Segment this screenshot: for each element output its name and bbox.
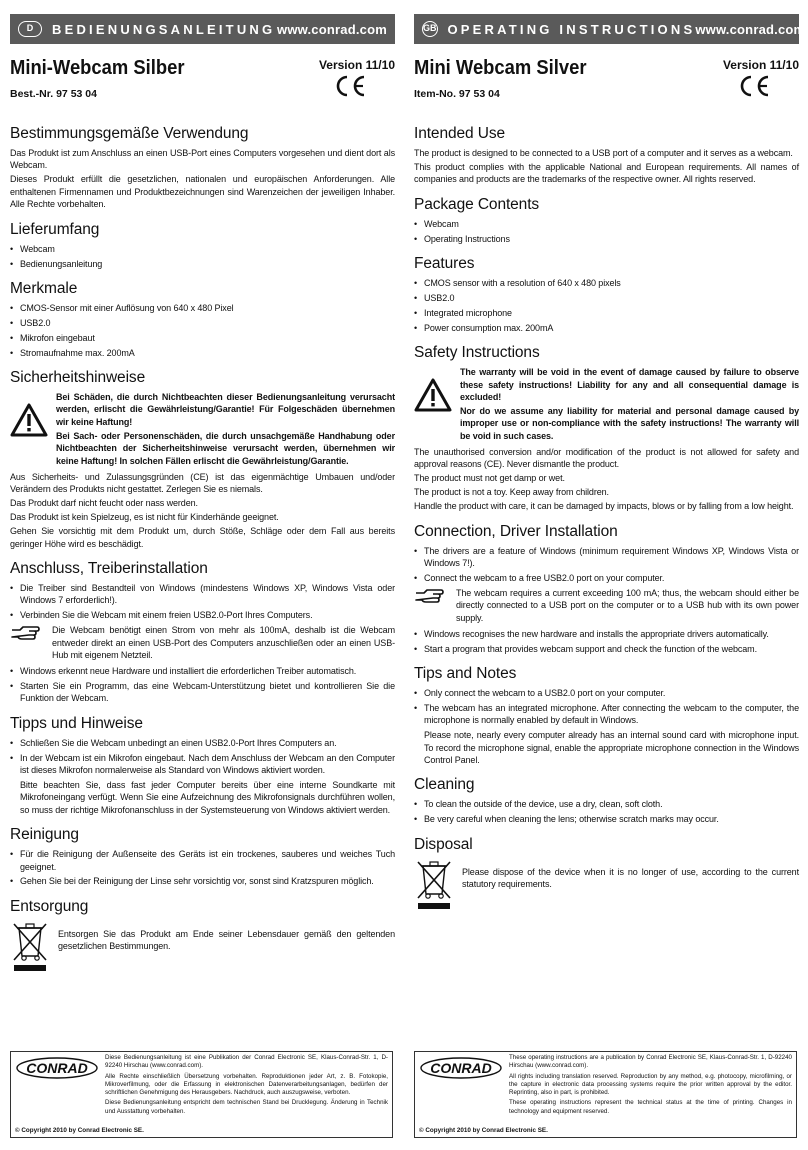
safety-section xyxy=(414,344,799,512)
paragraph: This product complies with the applicable National and European requirements. All names of companies and products are the trademarks of the respective owner. All rights reserved. xyxy=(414,162,799,185)
conrad-logo xyxy=(419,1056,503,1080)
section-heading: Package Contents xyxy=(414,195,540,213)
section-heading: Merkmale xyxy=(10,279,78,297)
header xyxy=(10,57,395,125)
footer-imprint xyxy=(414,1051,797,1138)
list-item: • Die Treiber sind Bestandteil von Windows (mindestens Windows XP, Windows Vista oder Windows 7 erforderlich!). xyxy=(10,582,395,607)
list-item: • The webcam has an integrated microphone. After connecting the webcam to the computer, the microphone is normally enabled by default in Windows. xyxy=(414,702,799,727)
list-item: • Connect the webcam to a free USB2.0 port on your computer. xyxy=(414,572,799,584)
paragraph: Das Produkt ist zum Anschluss an einen USB-Port eines Computers vorgesehen und dient dort als Webcam. xyxy=(10,148,395,171)
tips-section xyxy=(10,715,395,816)
imprint-text: Alle Rechte einschließlich Übersetzung vorbehalten. Reproduktionen jeder Art, z. B. Fotokopie, Mikroverfilmung, oder die Erfassung in elektronischen Datenverarbeitungsanlagen, bedürfen der schriftlichen Genehmigung des Herausgebers. Nachdruck, auch auszugsweise, verboten. xyxy=(105,1072,388,1097)
cleaning-section xyxy=(10,826,395,888)
list-item: • In der Webcam ist ein Mikrofon eingebaut. Nach dem Anschluss der Webcam an den Computer ist dieses Mikrofon normalerweise als Standard von Windows aktiviert worden. xyxy=(10,752,395,777)
pointing-hand-icon xyxy=(10,624,40,642)
disposal-block xyxy=(414,858,799,910)
list-item: • Verbinden Sie die Webcam mit einem freien USB2.0-Port Ihres Computers. xyxy=(10,609,395,621)
section-heading: Disposal xyxy=(414,835,473,853)
copyright: © Copyright 2010 by Conrad Electronic SE. xyxy=(15,1127,144,1134)
list-item: • USB2.0 xyxy=(414,292,799,304)
cleaning-section xyxy=(414,776,799,825)
banner-title: BEDIENUNGSANLEITUNG xyxy=(52,21,276,37)
list-item: • Webcam xyxy=(10,243,395,255)
list-item: • The drivers are a feature of Windows (minimum requirement Windows XP, Windows Vista or Windows 7!). xyxy=(414,545,799,570)
note-block xyxy=(414,587,799,626)
warning-text: Bei Schäden, die durch Nichtbeachten dieser Bedienungsanleitung verursacht werden, erlischt die Gewährleistung/Garantie! Für Folgeschäden übernehmen wir keine Haftung! xyxy=(56,392,395,427)
item-number: Item-No. 97 53 04 xyxy=(414,88,500,100)
paragraph: The product must not get damp or wet. xyxy=(414,473,565,484)
paragraph: Das Produkt ist kein Spielzeug, es ist nicht für Kinderhände geeignet. xyxy=(10,512,279,523)
list-item: • Only connect the webcam to a USB2.0 port on your computer. xyxy=(414,687,799,699)
paragraph: Dieses Produkt erfüllt die gesetzlichen, nationalen und europäischen Anforderungen. Alle enthaltenen Firmennamen und Produktbezeichnungen sind Warenzeichen der jeweiligen Inhaber. Alle Rechte vorbehalten. xyxy=(10,174,395,210)
list-item: • Gehen Sie bei der Reinigung der Linse sehr vorsichtig vor, sonst sind Kratzspuren möglich. xyxy=(10,875,395,887)
conrad-logo xyxy=(15,1056,99,1080)
copyright: © Copyright 2010 by Conrad Electronic SE. xyxy=(419,1127,548,1134)
warning-text: The warranty will be void in the event of damage caused by failure to observe these safety instructions! Liability for any and all consequential damage is excluded! xyxy=(460,367,799,403)
english-column xyxy=(414,14,806,920)
item-number: Best.-Nr. 97 53 04 xyxy=(10,88,97,100)
section-heading: Connection, Driver Installation xyxy=(414,522,618,540)
warning-triangle-icon xyxy=(10,403,48,437)
logo-text: CONRAD xyxy=(430,1060,492,1076)
footer-imprint xyxy=(10,1051,393,1138)
paragraph: Das Produkt darf nicht feucht oder nass werden. xyxy=(10,498,198,509)
version-label: Version 11/10 xyxy=(722,58,799,72)
section-heading: Reinigung xyxy=(10,826,79,844)
list-item: • Für die Reinigung der Außenseite des Geräts ist ein trockenes, sauberes und weiches Tuch geeignet. xyxy=(10,848,395,873)
paragraph: Bitte beachten Sie, dass fast jeder Computer bereits über eine interne Soundkarte mit Mikrofoneingang verfügt. Wenn Sie eine Aufzeichnung des Mikrofonsignals durchführen wollen, so muss der richtige Mikrofonanschluss in der Systemsteuerung von Windows aktiviert werden. xyxy=(20,779,395,815)
intended-use-section xyxy=(10,125,395,211)
language-badge: GB xyxy=(422,21,438,37)
note-block xyxy=(10,624,395,663)
section-heading: Lieferumfang xyxy=(10,220,100,238)
tips-section xyxy=(414,665,799,766)
ce-mark-icon xyxy=(737,74,771,98)
connection-section xyxy=(414,523,799,655)
list-item: • Power consumption max. 200mA xyxy=(414,322,799,334)
imprint-text: These operating instructions are a publication by Conrad Electronic SE, Klaus-Conrad-Str. 1, D-92240 Hirschau (www.conrad.com). xyxy=(509,1054,792,1070)
banner-title: OPERATING INSTRUCTIONS xyxy=(447,21,696,37)
list-item: • To clean the outside of the device, use a dry, clean, soft cloth. xyxy=(414,798,799,810)
pointing-hand-icon xyxy=(414,587,444,605)
list-item: • Integrated microphone xyxy=(414,307,799,319)
paragraph: Handle the product with care, it can be damaged by impacts, blows or by falling from a low height. xyxy=(414,501,794,512)
imprint-text: All rights including translation reserved. Reproduction by any method, e.g. photocopy, microfilming, or the capture in electronic data processing systems require the prior written approval by the editor. Reprinting, also in part, is prohibited. xyxy=(509,1072,792,1097)
banner xyxy=(414,14,806,44)
paragraph: Gehen Sie vorsichtig mit dem Produkt um, durch Stöße, Schläge oder dem Fall aus bereits geringer Höhe wird es beschädigt. xyxy=(10,526,395,549)
features-section xyxy=(414,255,799,334)
list-item: • USB2.0 xyxy=(10,317,395,329)
imprint-text: Diese Bedienungsanleitung entspricht dem technischen Stand bei Drucklegung. Änderung in Technik und Ausstattung vorbehalten. xyxy=(105,1099,388,1115)
features-section xyxy=(10,280,395,359)
section-heading: Features xyxy=(414,255,475,273)
list-item: • Mikrofon eingebaut xyxy=(10,332,395,344)
crossed-out-bin-icon xyxy=(414,858,454,910)
list-item: • Windows recognises the new hardware and installs the appropriate drivers automatically. xyxy=(414,628,799,640)
version-label: Version 11/10 xyxy=(318,58,395,72)
safety-section xyxy=(10,369,395,550)
list-item: • Windows erkennt neue Hardware und installiert die erforderlichen Treiber automatisch. xyxy=(10,665,395,677)
section-heading: Anschluss, Treiberinstallation xyxy=(10,559,208,577)
list-item: • Webcam xyxy=(414,218,799,230)
paragraph: The product is designed to be connected to a USB port of a computer and it serves as a webcam. xyxy=(414,148,793,158)
section-heading: Tipps und Hinweise xyxy=(10,714,143,732)
paragraph: Aus Sicherheits- und Zulassungsgründen (CE) ist das eigenmächtige Umbauen und/oder Verändern des Produkts nicht gestattet. Zerlegen Sie es niemals. xyxy=(10,471,395,495)
product-title: Mini-Webcam Silber xyxy=(10,57,185,79)
imprint-text: These operating instructions represent the technical status at the time of printing. Changes in technology and equipment reserved. xyxy=(509,1099,792,1115)
banner xyxy=(10,14,395,44)
list-item: • Bedienungsanleitung xyxy=(10,258,395,270)
section-heading: Cleaning xyxy=(414,776,475,794)
package-contents-section xyxy=(10,221,395,270)
imprint-text: Diese Bedienungsanleitung ist eine Publikation der Conrad Electronic SE, Klaus-Conrad-Str. 1, D-92240 Hirschau (www.conrad.com). xyxy=(105,1054,388,1070)
language-badge: D xyxy=(18,21,42,37)
ce-mark-icon xyxy=(333,74,367,98)
crossed-out-bin-icon xyxy=(10,920,50,972)
list-item: • Schließen Sie die Webcam unbedingt an einen USB2.0-Port Ihres Computers an. xyxy=(10,737,395,749)
section-heading: Entsorgung xyxy=(10,897,89,915)
header xyxy=(414,57,799,125)
list-item: • Start a program that provides webcam support and check the function of the webcam. xyxy=(414,643,799,655)
banner-url[interactable]: www.conrad.com xyxy=(695,21,806,37)
paragraph: The unauthorised conversion and/or modification of the product is not allowed for safety and approval reasons (CE). Never dismantle the product. xyxy=(414,446,799,470)
list-item: • Operating Instructions xyxy=(414,233,799,245)
note-text: Die Webcam benötigt einen Strom von mehr als 100mA, deshalb ist die Webcam entweder direkt an einen USB-Port des Computers anzuschließen oder an einen USB-Hub mit eigenem Netzteil. xyxy=(52,625,395,660)
list-item: • CMOS sensor with a resolution of 640 x 480 pixels xyxy=(414,277,799,289)
note-text: The webcam requires a current exceeding 100 mA; thus, the webcam should either be directly connected to a USB port on the computer or to a USB hub with its own power supply. xyxy=(456,587,799,623)
section-heading: Bestimmungsgemäße Verwendung xyxy=(10,125,249,142)
connection-section xyxy=(10,560,395,705)
section-heading: Tips and Notes xyxy=(414,665,517,683)
paragraph: The product is not a toy. Keep away from children. xyxy=(414,487,609,498)
warning-text: Nor do we assume any liability for material and personal damage caused by improper use or non-compliance with the safety instructions! The warranty will be void in such cases. xyxy=(460,406,799,441)
list-item: • CMOS-Sensor mit einer Auflösung von 640 x 480 Pixel xyxy=(10,302,395,314)
german-column xyxy=(10,14,395,982)
disposal-block xyxy=(10,920,395,972)
list-item: • Starten Sie ein Programm, das eine Webcam-Unterstützung bietet und kontrollieren Sie die Funktion der Webcam. xyxy=(10,680,395,705)
banner-url[interactable]: www.conrad.com xyxy=(277,21,387,37)
section-heading: Safety Instructions xyxy=(414,344,540,362)
list-item: • Stromaufnahme max. 200mA xyxy=(10,347,395,359)
section-heading: Sicherheitshinweise xyxy=(10,369,146,387)
section-heading: Intended Use xyxy=(414,125,506,142)
warning-block xyxy=(10,391,395,469)
warning-block xyxy=(414,366,799,444)
warning-text: Bei Sach- oder Personenschäden, die durch unsachgemäße Handhabung oder Nichtbeachten der Sicherheitshinweise verursacht werden, übernehmen wir keine Haftung! In solchen Fällen erlischt die Gewährleistung/Garantie. xyxy=(56,430,395,466)
paragraph: Please dispose of the device when it is no longer of use, according to the current statutory requirements. xyxy=(462,866,799,890)
logo-text: CONRAD xyxy=(26,1060,88,1076)
product-title: Mini Webcam Silver xyxy=(414,57,587,79)
list-item: • Be very careful when cleaning the lens; otherwise scratch marks may occur. xyxy=(414,813,799,825)
disposal-section xyxy=(10,898,395,972)
intended-use-section xyxy=(414,125,799,186)
warning-triangle-icon xyxy=(414,378,452,412)
disposal-section xyxy=(414,836,799,910)
paragraph: Entsorgen Sie das Produkt am Ende seiner Lebensdauer gemäß den geltenden gesetzlichen Bestimmungen. xyxy=(58,928,395,952)
package-contents-section xyxy=(414,196,799,245)
paragraph: Please note, nearly every computer already has an internal sound card with microphone input. To record the microphone signal, enable the appropriate microphone connection in the Windows Control Panel. xyxy=(424,730,799,766)
